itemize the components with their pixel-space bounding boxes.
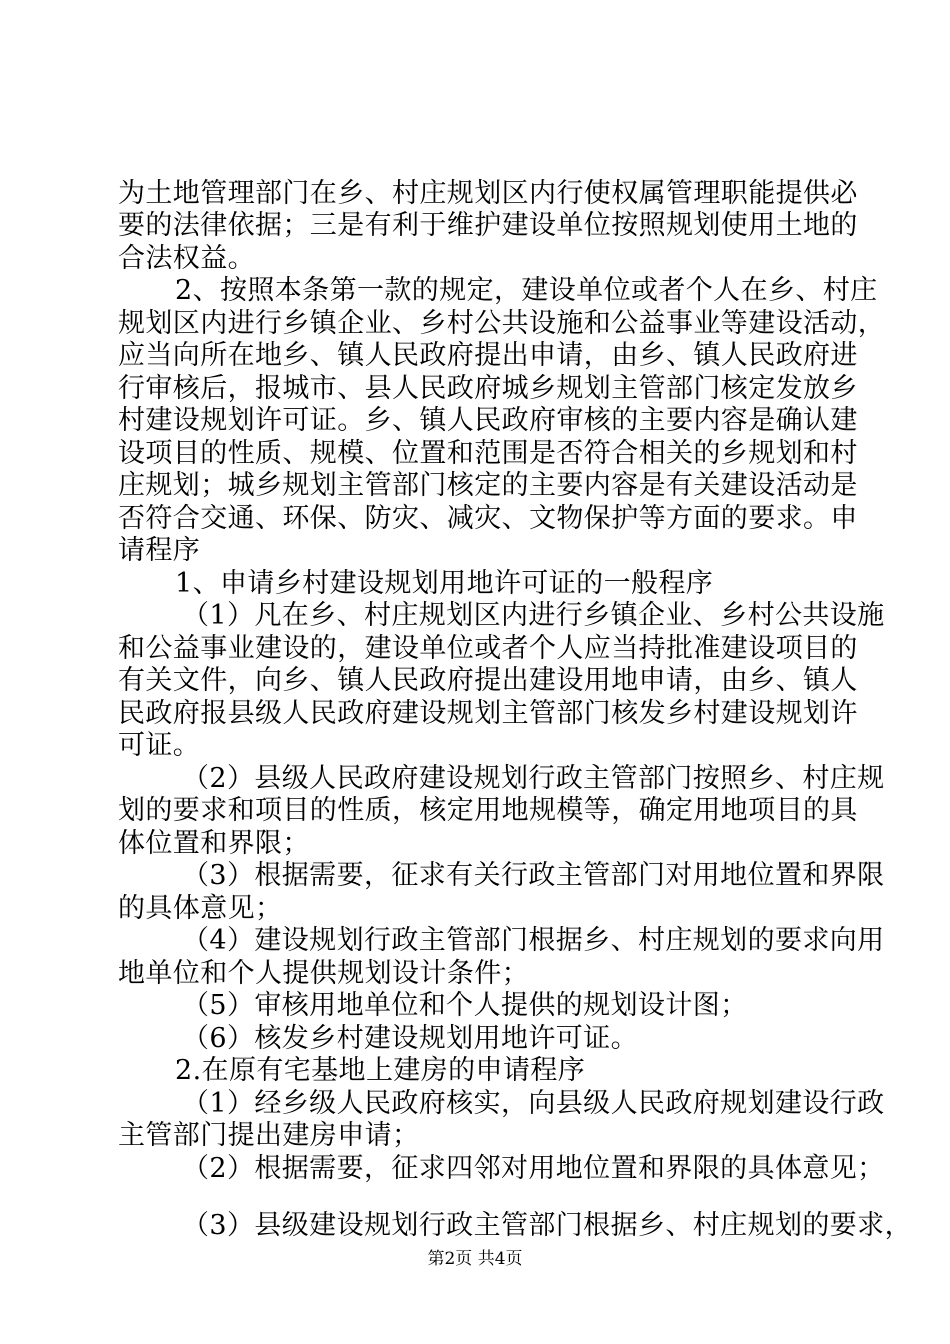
body-text-line: 要的法律依据；三是有利于维护建设单位按照规划使用土地的 [118,210,858,241]
list-item-line: （2）根据需要，征求四邻对用地位置和界限的具体意见； [182,1153,885,1184]
body-text-line: 划的要求和项目的性质，核定用地规模等，确定用地项目的具 [118,795,858,826]
list-item-line: （1）凡在乡、村庄规划区内进行乡镇企业、乡村公共设施 [182,600,885,631]
body-text-line: 设项目的性质、规模、位置和范围是否符合相关的乡规划和村 [118,438,858,469]
body-text-line: 主管部门提出建房申请； [118,1120,420,1151]
body-text-line: 请程序 [118,535,201,566]
list-item-line: （1）经乡级人民政府核实，向县级人民政府规划建设行政 [182,1088,885,1119]
page-number-footer: 第2页 共4页 [427,1249,523,1269]
body-text-line: 规划区内进行乡镇企业、乡村公共设施和公益事业等建设活动， [118,308,886,339]
body-text-line: 行审核后，报城市、县人民政府城乡规划主管部门核定发放乡 [118,373,858,404]
list-item-line: （5）审核用地单位和个人提供的规划设计图； [182,990,748,1021]
list-item-line: （3）根据需要，征求有关行政主管部门对用地位置和界限 [182,860,885,891]
body-text-line: 合法权益。 [118,243,255,274]
body-text-line: 民政府报县级人民政府建设规划主管部门核发乡村建设规划许 [118,698,858,729]
body-text-line: 有关文件，向乡、镇人民政府提出建设用地申请，由乡、镇人 [118,665,858,696]
list-item-line: （2）县级人民政府建设规划行政主管部门按照乡、村庄规 [182,763,885,794]
body-text-line: 为土地管理部门在乡、村庄规划区内行使权属管理职能提供必 [118,178,858,209]
list-item-line: （4）建设规划行政主管部门根据乡、村庄规划的要求向用 [182,925,885,956]
section-heading: 2.在原有宅基地上建房的申请程序 [175,1055,586,1086]
list-item-line: （3）县级建设规划行政主管部门根据乡、村庄规划的要求， [182,1210,912,1241]
body-text-line: 村建设规划许可证。乡、镇人民政府审核的主要内容是确认建 [118,405,858,436]
body-text-line: 应当向所在地乡、镇人民政府提出申请，由乡、镇人民政府进 [118,340,858,371]
body-text-line: 庄规划；城乡规划主管部门核定的主要内容是有关建设活动是 [118,470,858,501]
body-text-line: 否符合交通、环保、防灾、减灾、文物保护等方面的要求。申 [118,503,858,534]
paragraph-start-line: 2、按照本条第一款的规定，建设单位或者个人在乡、村庄 [175,275,878,306]
body-text-line: 体位置和界限； [118,828,310,859]
body-text-line: 的具体意见； [118,893,283,924]
list-item-line: （6）核发乡村建设规划用地许可证。 [182,1023,638,1054]
section-heading: 1、申请乡村建设规划用地许可证的一般程序 [175,568,714,599]
body-text-line: 和公益事业建设的，建设单位或者个人应当持批准建设项目的 [118,633,858,664]
body-text-line: 地单位和个人提供规划设计条件； [118,958,529,989]
body-text-line: 可证。 [118,730,201,761]
